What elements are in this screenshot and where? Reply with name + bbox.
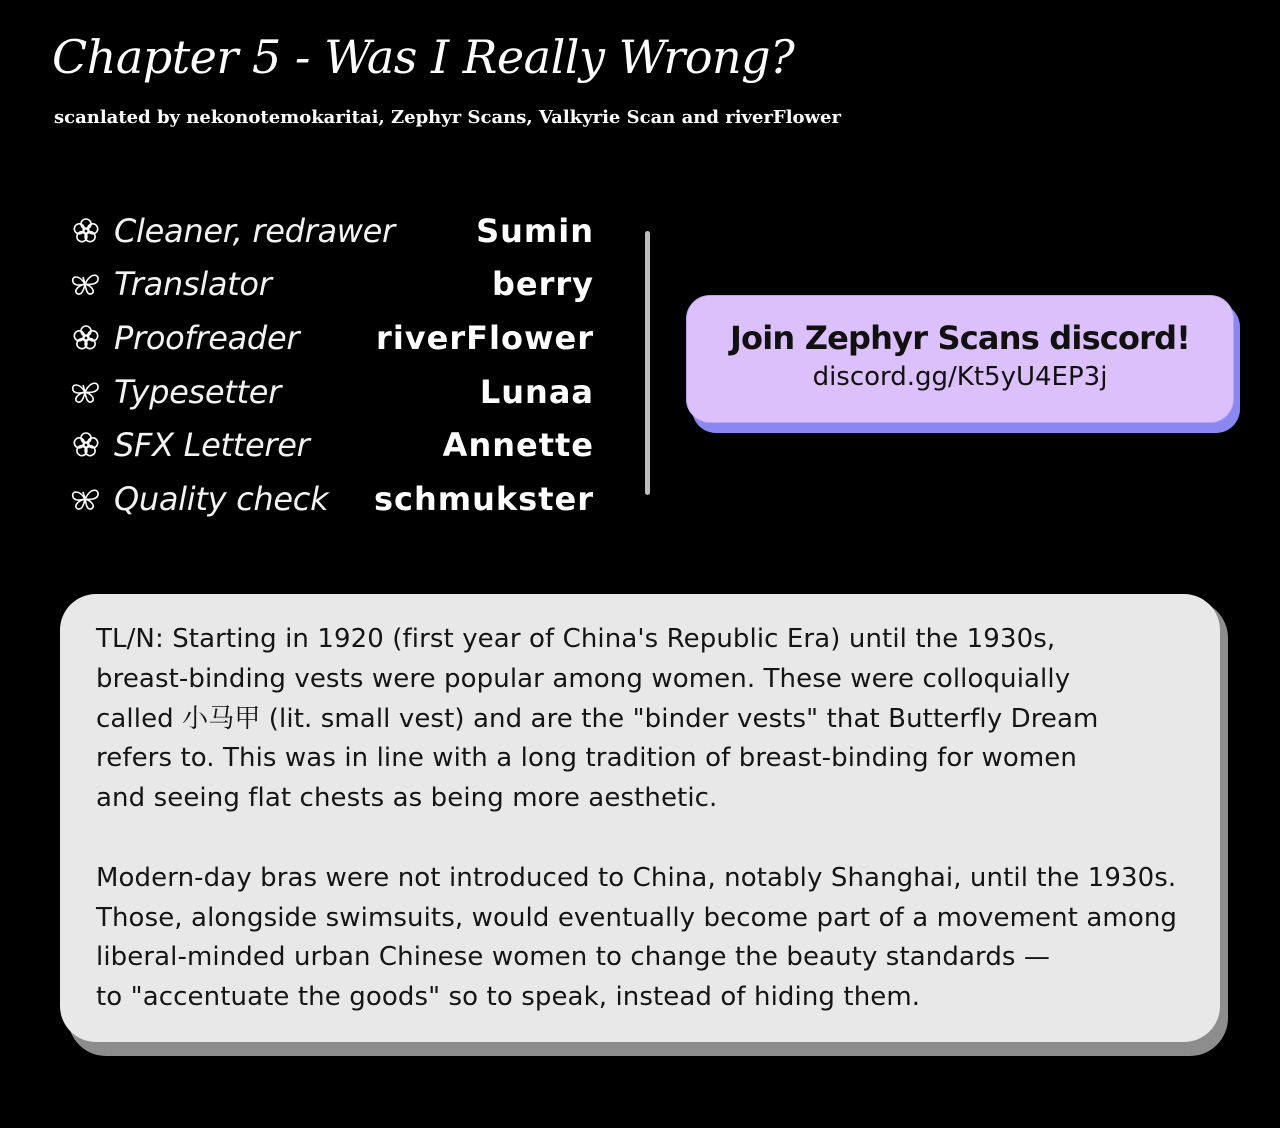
note-line: breast-binding vests were popular among women. These were colloquially — [96, 663, 1071, 694]
credit-name: berry — [491, 265, 594, 304]
note-line: TL/N: Starting in 1920 (first year of China's Republic Era) until the 1930s, — [96, 624, 1056, 654]
credit-row — [68, 258, 600, 312]
page-title: Chapter 5 - Was I Really Wrong? — [52, 30, 795, 84]
credit-row — [68, 472, 600, 526]
credit-name: Lunaa — [479, 372, 594, 411]
credit-role: Translator — [114, 265, 272, 304]
butterfly-icon — [68, 377, 104, 407]
credit-name: Annette — [442, 426, 594, 465]
note-line: Modern-day bras were not introduced to China, notably Shanghai, until the 1930s. — [96, 862, 1177, 893]
credit-name: schmukster — [373, 479, 594, 518]
note-paragraph — [96, 620, 1190, 819]
credit-role: Quality check — [114, 479, 329, 518]
credit-name: riverFlower — [376, 318, 594, 357]
flower-icon — [68, 430, 104, 460]
discord-link[interactable]: discord.gg/Kt5yU4EP3j — [812, 362, 1108, 392]
butterfly-icon — [68, 484, 104, 514]
note-paragraph — [96, 859, 1190, 1018]
note-card-face — [60, 594, 1220, 1042]
note-line: to "accentuate the goods" so to speak, instead of hiding them. — [96, 982, 921, 1013]
scanlation-credit-line: scanlated by nekonotemokaritai, Zephyr Scans, Valkyrie Scan and riverFlower — [54, 107, 841, 128]
note-line: liberal-minded urban Chinese women to change the beauty standards — — [96, 942, 1051, 973]
note-line: refers to. This was in line with a long tradition of breast-binding for women — [96, 743, 1077, 774]
butterfly-icon — [68, 269, 104, 299]
credits-list — [68, 204, 600, 526]
credit-name: Sumin — [476, 211, 594, 250]
credit-row — [68, 418, 600, 472]
credit-row — [68, 365, 600, 419]
credit-role: Cleaner, redrawer — [114, 211, 395, 250]
flower-icon — [68, 323, 104, 353]
flower-icon — [68, 216, 104, 246]
discord-heading: Join Zephyr Scans discord! — [729, 319, 1191, 357]
credit-row — [68, 311, 600, 365]
note-line: and seeing flat chests as being more aesthetic. — [96, 783, 718, 814]
note-line: Those, alongside swimsuits, would eventually become part of a movement among — [96, 902, 1178, 933]
credit-role: Proofreader — [114, 318, 300, 357]
vertical-divider — [645, 231, 650, 495]
credit-row — [68, 204, 600, 258]
discord-card-face — [686, 295, 1234, 423]
credit-role: Typesetter — [114, 372, 282, 411]
discord-invite-card[interactable] — [686, 295, 1242, 435]
paragraph-gap — [96, 819, 1190, 859]
note-line: called 小马甲 (lit. small vest) and are the "binder vests" that Butterfly Dream — [96, 703, 1099, 734]
translator-note-card — [60, 594, 1228, 1056]
credit-role: SFX Letterer — [114, 426, 310, 465]
